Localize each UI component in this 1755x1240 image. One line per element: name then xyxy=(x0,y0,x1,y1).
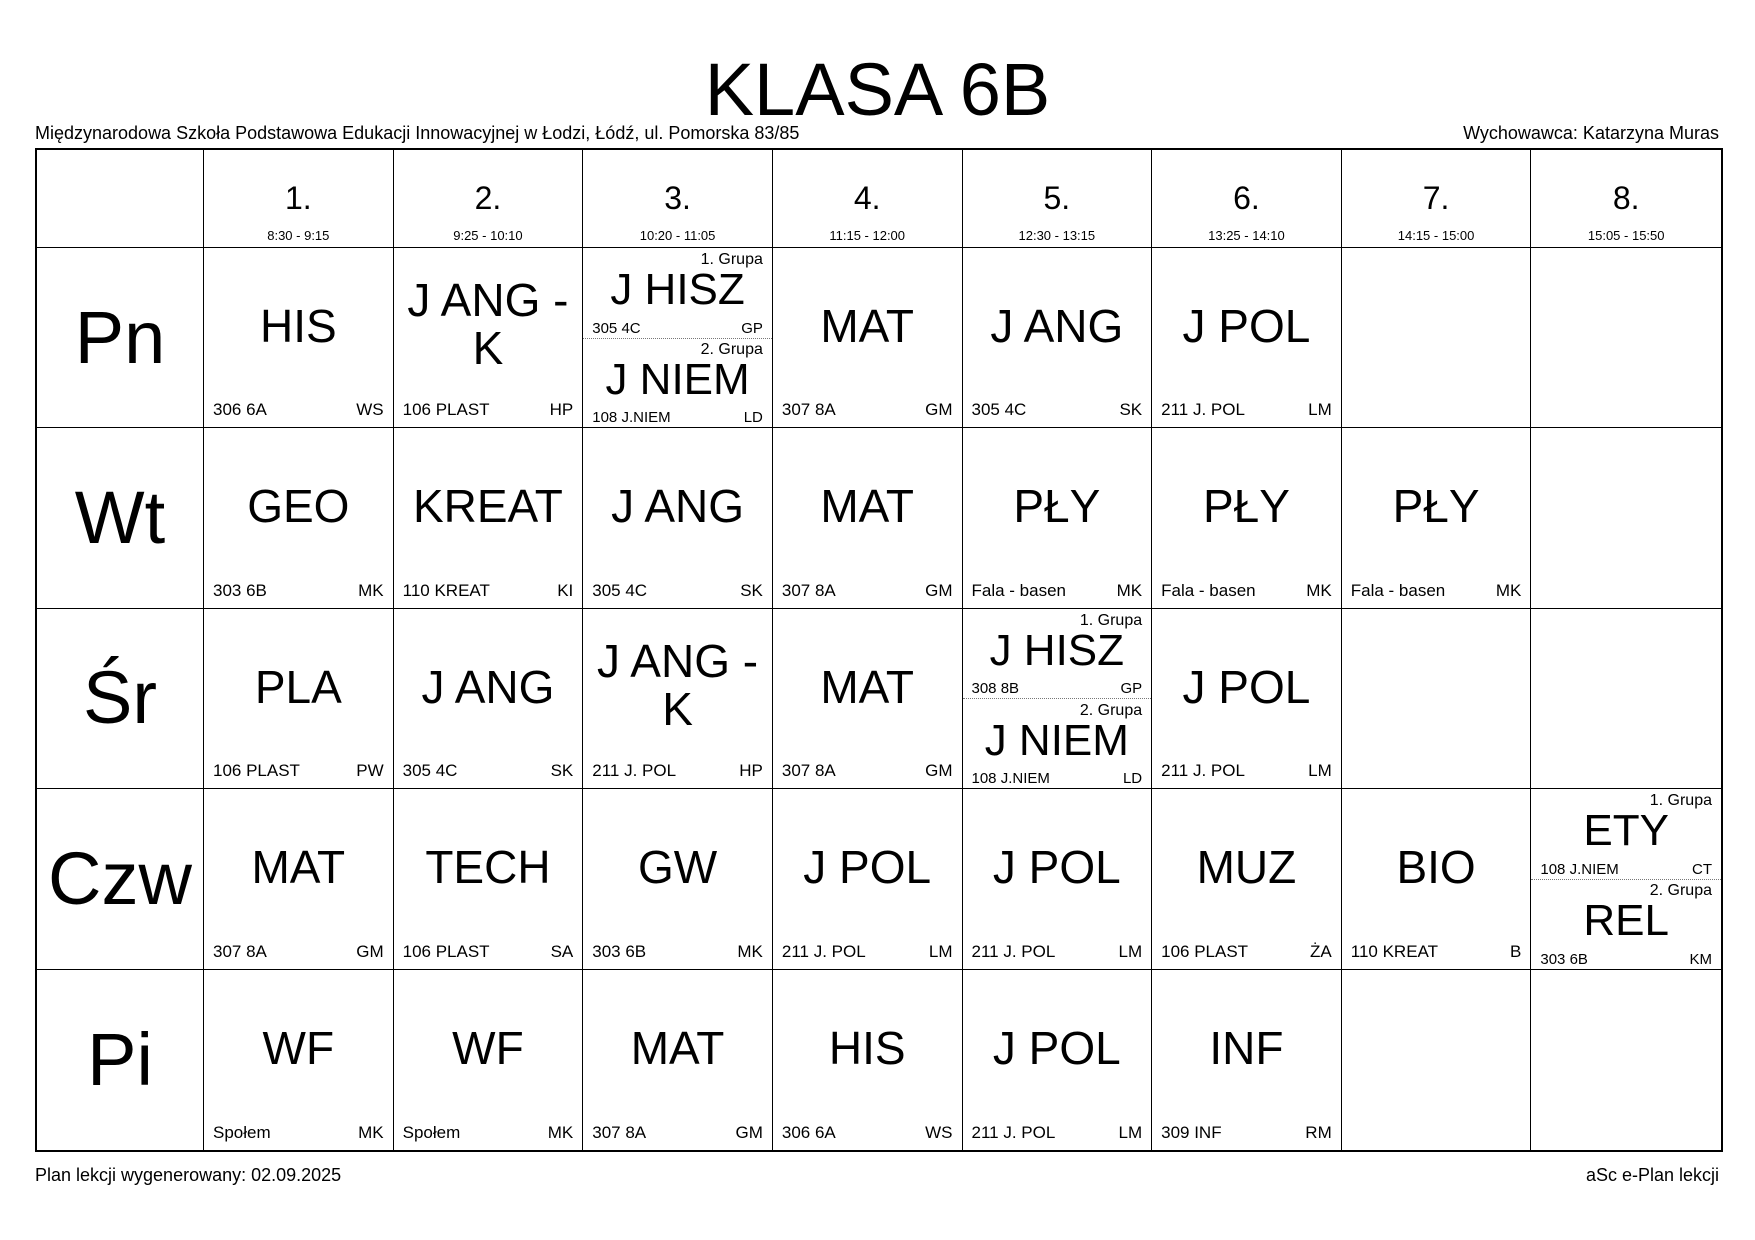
lesson-teacher: SA xyxy=(550,941,574,961)
lesson-cell-split[interactable] xyxy=(583,248,773,428)
group-lesson[interactable] xyxy=(1531,879,1721,969)
lesson-subject: HIS xyxy=(259,300,337,352)
group-lesson[interactable] xyxy=(1531,789,1721,880)
group-label: 1. Grupa xyxy=(1649,792,1712,810)
lesson-room: 308 8B xyxy=(971,680,1020,698)
lesson-subject: J POL xyxy=(1182,660,1311,713)
lesson-room: 303 6B xyxy=(592,941,647,961)
lesson-room: 211 J. POL xyxy=(1161,400,1245,420)
lesson-subject: J ANG - K xyxy=(407,274,569,374)
lesson-subject: PŁY xyxy=(1013,480,1101,533)
lesson-teacher: WS xyxy=(925,1122,953,1142)
lesson-room: 303 6B xyxy=(1540,950,1588,968)
lesson-room: 307 8A xyxy=(592,1122,647,1142)
lesson-teacher: GM xyxy=(925,400,953,420)
page-title: KLASA 6B xyxy=(704,48,1051,131)
lesson-teacher: PW xyxy=(356,761,384,781)
lesson-subject: MUZ xyxy=(1196,841,1297,894)
lesson-teacher: MK xyxy=(547,1122,574,1142)
period-number: 5. xyxy=(1043,180,1071,216)
lesson-room: 307 8A xyxy=(781,580,836,600)
lesson-room: 108 J.NIEM xyxy=(971,770,1050,788)
period-header xyxy=(1531,150,1721,248)
empty-lesson-cell xyxy=(1531,428,1721,608)
lesson-cell[interactable] xyxy=(963,970,1153,1150)
lesson-teacher: LM xyxy=(1118,1122,1143,1142)
period-number: 6. xyxy=(1233,180,1260,216)
lesson-subject: BIO xyxy=(1396,841,1476,894)
lesson-room: 106 PLAST xyxy=(402,941,490,961)
lesson-teacher: GM xyxy=(925,761,953,781)
lesson-room: 307 8A xyxy=(213,941,267,961)
lesson-subject: ETY xyxy=(1583,806,1669,856)
lesson-room: 211 J. POL xyxy=(592,761,677,781)
period-number: 4. xyxy=(853,180,881,216)
day-label xyxy=(37,789,204,969)
lesson-teacher: MK xyxy=(1306,580,1332,600)
lesson-subject: INF xyxy=(1209,1021,1284,1074)
lesson-cell[interactable] xyxy=(963,248,1153,428)
lesson-room: 306 6A xyxy=(213,400,267,420)
period-header xyxy=(1342,150,1532,248)
lesson-room: 106 PLAST xyxy=(1161,941,1249,961)
lesson-room: 306 6A xyxy=(781,1122,836,1142)
group-lesson[interactable] xyxy=(963,609,1152,700)
lesson-subject: J POL xyxy=(1182,300,1311,352)
lesson-room: Fala - basen xyxy=(1161,580,1256,600)
lesson-teacher: LM xyxy=(1118,941,1143,961)
lesson-room: 305 4C xyxy=(971,400,1027,420)
period-time: 13:25 - 14:10 xyxy=(1208,228,1285,243)
period-time: 8:30 - 9:15 xyxy=(267,228,330,243)
lesson-subject: J HISZ xyxy=(610,265,745,314)
lesson-room: 110 KREAT xyxy=(1350,941,1438,961)
lesson-room: 305 4C xyxy=(592,580,648,600)
lesson-teacher: LD xyxy=(1122,770,1143,788)
lesson-cell[interactable] xyxy=(1152,789,1342,969)
lesson-subject: J POL xyxy=(992,1021,1121,1074)
lesson-teacher: WS xyxy=(356,400,384,420)
lesson-teacher: LD xyxy=(743,409,763,427)
lesson-cell[interactable] xyxy=(394,970,584,1150)
lesson-room: 108 J.NIEM xyxy=(1540,860,1619,878)
lesson-cell[interactable] xyxy=(394,789,584,969)
lesson-subject: GEO xyxy=(247,480,350,533)
lesson-subject: J ANG xyxy=(990,300,1124,352)
period-header xyxy=(963,150,1153,248)
lesson-cell[interactable] xyxy=(1152,428,1342,608)
lesson-room: 305 4C xyxy=(592,319,641,337)
group-label: 2. Grupa xyxy=(1079,701,1143,719)
lesson-cell[interactable] xyxy=(1152,970,1342,1150)
group-label: 2. Grupa xyxy=(1649,881,1712,899)
lesson-cell[interactable] xyxy=(963,789,1153,969)
lesson-subject: J POL xyxy=(992,841,1121,894)
lesson-teacher: MK xyxy=(1116,580,1143,600)
empty-lesson-cell xyxy=(1531,248,1721,428)
empty-lesson-cell xyxy=(1342,970,1532,1150)
period-number: 2. xyxy=(474,180,502,216)
lesson-teacher: LM xyxy=(1308,400,1332,420)
class-teacher: Wychowawca: Katarzyna Muras xyxy=(1463,123,1719,143)
lesson-teacher: SK xyxy=(740,580,763,600)
lesson-teacher: MK xyxy=(1495,580,1522,600)
lesson-teacher: CT xyxy=(1692,860,1712,878)
lesson-subject: MAT xyxy=(251,841,346,894)
lesson-teacher: HP xyxy=(549,400,574,420)
lesson-room: 211 J. POL xyxy=(971,1122,1056,1142)
period-time: 11:15 - 12:00 xyxy=(829,228,906,243)
lesson-subject: WF xyxy=(452,1021,524,1074)
lesson-subject: PŁY xyxy=(1202,480,1290,533)
lesson-cell-split[interactable] xyxy=(963,609,1153,789)
lesson-room: 305 4C xyxy=(402,761,458,781)
group-lesson[interactable] xyxy=(583,338,772,428)
lesson-teacher: GM xyxy=(356,941,384,961)
lesson-room: 110 KREAT xyxy=(402,580,490,600)
empty-lesson-cell xyxy=(1531,970,1721,1150)
day-label xyxy=(37,428,204,608)
lesson-teacher: LM xyxy=(1308,761,1332,781)
lesson-subject: MAT xyxy=(820,300,915,352)
period-time: 12:30 - 13:15 xyxy=(1018,228,1096,243)
lesson-room: Fala - basen xyxy=(1350,580,1446,600)
period-header xyxy=(394,150,584,248)
period-time: 10:20 - 11:05 xyxy=(639,228,716,243)
day-name: Pi xyxy=(87,1017,153,1101)
lesson-teacher: SK xyxy=(550,761,574,781)
lesson-teacher: RM xyxy=(1305,1122,1332,1142)
lesson-room: 211 J. POL xyxy=(1161,761,1245,781)
lesson-cell[interactable] xyxy=(204,248,394,428)
lesson-cell[interactable] xyxy=(394,428,584,608)
lesson-room: 307 8A xyxy=(781,400,836,420)
lesson-teacher: B xyxy=(1510,941,1522,961)
period-number: 1. xyxy=(284,180,312,216)
period-number: 3. xyxy=(664,180,691,216)
period-header xyxy=(773,150,963,248)
period-header xyxy=(1152,150,1342,248)
group-label: 1. Grupa xyxy=(700,251,763,268)
lesson-cell[interactable] xyxy=(1342,789,1532,969)
lesson-cell[interactable] xyxy=(583,789,773,969)
lesson-room: Fala - basen xyxy=(971,580,1066,600)
lesson-room: Społem xyxy=(213,1122,271,1142)
lesson-cell[interactable] xyxy=(1152,609,1342,789)
lesson-teacher: MK xyxy=(737,941,763,961)
lesson-cell[interactable] xyxy=(773,789,963,969)
lesson-subject: J NIEM xyxy=(984,715,1129,765)
empty-lesson-cell xyxy=(1342,609,1532,789)
group-lesson[interactable] xyxy=(963,699,1152,789)
lesson-subject: J NIEM xyxy=(605,354,750,404)
day-name: Śr xyxy=(83,656,157,740)
lesson-subject: MAT xyxy=(820,660,915,713)
lesson-subject: MAT xyxy=(820,480,915,533)
lesson-subject: HIS xyxy=(828,1021,906,1074)
generated-date: Plan lekcji wygenerowany: 02.09.2025 xyxy=(35,1165,342,1185)
lesson-room: 108 J.NIEM xyxy=(592,409,671,427)
lesson-subject: WF xyxy=(262,1021,335,1074)
lesson-cell[interactable] xyxy=(583,428,773,608)
period-number: 7. xyxy=(1422,180,1450,216)
lesson-subject: J ANG - K xyxy=(597,634,759,735)
lesson-cell[interactable] xyxy=(773,609,963,789)
lesson-teacher: HP xyxy=(739,761,763,781)
lesson-teacher: SK xyxy=(1119,400,1143,420)
timetable-grid xyxy=(35,148,1723,1152)
lesson-subject: J HISZ xyxy=(989,625,1125,675)
lesson-subject: J ANG xyxy=(421,660,555,713)
lesson-cell[interactable] xyxy=(204,428,394,608)
lesson-subject: GW xyxy=(637,841,718,894)
lesson-cell[interactable] xyxy=(1152,248,1342,428)
lesson-cell[interactable] xyxy=(773,428,963,608)
lesson-subject: KREAT xyxy=(412,480,563,533)
lesson-room: 211 J. POL xyxy=(971,941,1056,961)
lesson-teacher: LM xyxy=(928,941,953,961)
period-time: 14:15 - 15:00 xyxy=(1397,228,1475,243)
lesson-subject: TECH xyxy=(425,841,551,894)
lesson-room: 307 8A xyxy=(781,761,836,781)
empty-lesson-cell xyxy=(1342,248,1532,428)
period-number: 8. xyxy=(1612,180,1640,216)
lesson-cell[interactable] xyxy=(773,248,963,428)
day-label xyxy=(37,609,204,789)
lesson-teacher: ŻA xyxy=(1310,941,1332,961)
lesson-cell[interactable] xyxy=(204,789,394,969)
lesson-subject: PLA xyxy=(254,660,342,713)
lesson-teacher: MK xyxy=(358,1122,384,1142)
lesson-room: 211 J. POL xyxy=(781,941,866,961)
lesson-cell[interactable] xyxy=(583,609,773,789)
period-time: 9:25 - 10:10 xyxy=(453,228,523,243)
lesson-teacher: KM xyxy=(1689,950,1712,968)
lesson-subject: PŁY xyxy=(1392,480,1480,533)
lesson-cell[interactable] xyxy=(583,970,773,1150)
lesson-room: 106 PLAST xyxy=(402,400,490,420)
school-name: Międzynarodowa Szkoła Podstawowa Edukacji Innowacyjnej w Łodzi, Łódź, ul. Pomorska 83/85 xyxy=(35,123,800,143)
lesson-cell[interactable] xyxy=(204,609,394,789)
lesson-cell[interactable] xyxy=(1342,428,1532,608)
day-label xyxy=(37,970,204,1150)
period-time: 15:05 - 15:50 xyxy=(1587,228,1665,243)
period-header xyxy=(583,150,773,248)
lesson-teacher: GM xyxy=(925,580,953,600)
empty-lesson-cell xyxy=(1531,609,1721,789)
lesson-subject: MAT xyxy=(630,1021,725,1074)
lesson-room: 309 INF xyxy=(1161,1122,1222,1142)
day-name: Czw xyxy=(48,836,192,920)
app-name: aSc e-Plan lekcji xyxy=(1585,1165,1719,1185)
corner-cell xyxy=(37,150,204,248)
lesson-teacher: MK xyxy=(358,580,384,600)
lesson-subject: J ANG xyxy=(611,480,745,533)
lesson-room: 303 6B xyxy=(213,580,267,600)
lesson-subject: REL xyxy=(1583,895,1669,945)
lesson-teacher: GP xyxy=(1120,680,1143,698)
lesson-cell-split[interactable] xyxy=(1531,789,1721,969)
group-label: 1. Grupa xyxy=(1079,611,1143,629)
day-name: Wt xyxy=(74,476,166,560)
lesson-teacher: KI xyxy=(557,580,574,600)
group-lesson[interactable] xyxy=(583,248,772,339)
lesson-subject: J POL xyxy=(803,841,932,894)
day-label xyxy=(37,248,204,428)
lesson-teacher: GP xyxy=(741,319,763,337)
lesson-teacher: GM xyxy=(735,1122,763,1142)
lesson-cell[interactable] xyxy=(773,970,963,1150)
day-name: Pn xyxy=(74,295,166,379)
lesson-room: Społem xyxy=(402,1122,461,1142)
group-label: 2. Grupa xyxy=(700,340,763,358)
lesson-room: 106 PLAST xyxy=(213,761,300,781)
lesson-cell[interactable] xyxy=(204,970,394,1150)
lesson-cell[interactable] xyxy=(394,248,584,428)
period-header xyxy=(204,150,394,248)
lesson-cell[interactable] xyxy=(394,609,584,789)
lesson-cell[interactable] xyxy=(963,428,1153,608)
